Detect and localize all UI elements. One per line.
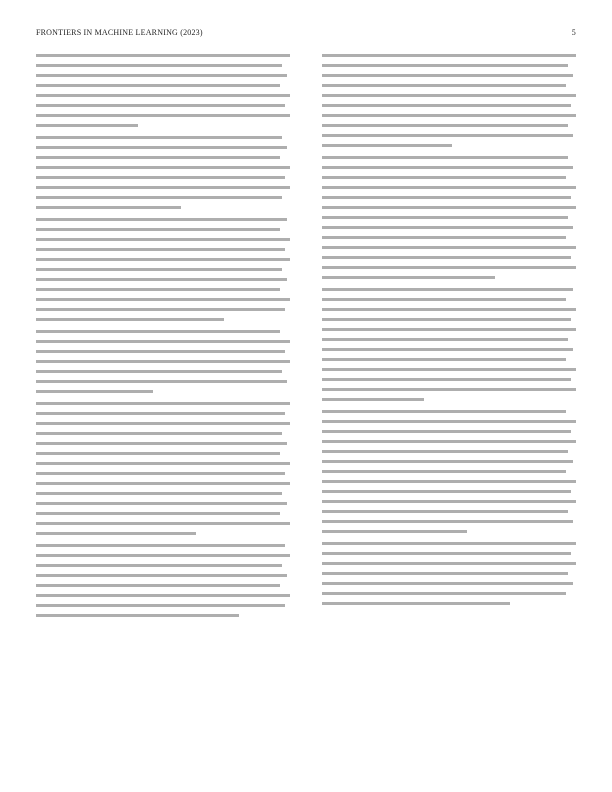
text-line-placeholder <box>36 422 290 425</box>
text-line-placeholder <box>322 552 571 555</box>
text-line-placeholder <box>322 582 573 585</box>
text-line-placeholder <box>36 360 290 363</box>
running-header <box>36 28 576 40</box>
text-line-placeholder <box>322 256 571 259</box>
text-line-placeholder <box>36 380 287 383</box>
text-line-placeholder <box>322 266 576 269</box>
text-line-placeholder <box>322 64 568 67</box>
text-line-placeholder <box>36 402 290 405</box>
text-line-placeholder <box>36 114 290 117</box>
text-line-placeholder <box>322 74 573 77</box>
text-line-placeholder <box>322 288 573 291</box>
text-line-placeholder <box>36 432 282 435</box>
text-line-placeholder <box>36 218 287 221</box>
text-line-placeholder <box>322 500 576 503</box>
text-line-placeholder <box>322 84 566 87</box>
text-line-placeholder <box>36 584 280 587</box>
text-line-placeholder <box>322 156 568 159</box>
text-line-placeholder <box>36 412 285 415</box>
text-line-placeholder <box>322 410 566 413</box>
text-line-placeholder <box>36 462 290 465</box>
body-paragraph <box>322 54 576 147</box>
text-line-placeholder <box>322 338 568 341</box>
text-line-placeholder <box>36 54 290 57</box>
body-column-left <box>36 54 290 774</box>
text-line-placeholder <box>36 298 290 301</box>
text-line-placeholder <box>36 492 282 495</box>
text-line-placeholder <box>36 564 282 567</box>
body-paragraph <box>36 544 290 617</box>
text-line-placeholder <box>36 522 290 525</box>
body-paragraph <box>36 330 290 393</box>
text-line-placeholder <box>322 54 576 57</box>
text-line-placeholder <box>36 288 280 291</box>
text-line-placeholder <box>36 156 280 159</box>
text-line-placeholder <box>322 94 576 97</box>
text-line-placeholder <box>322 398 424 401</box>
text-line-placeholder <box>322 236 566 239</box>
text-line-placeholder <box>36 146 287 149</box>
text-line-placeholder <box>322 276 495 279</box>
text-line-placeholder <box>36 228 280 231</box>
text-line-placeholder <box>36 64 282 67</box>
body-paragraph <box>36 54 290 127</box>
text-line-placeholder <box>36 278 287 281</box>
body-paragraph <box>322 156 576 279</box>
text-line-placeholder <box>36 104 285 107</box>
text-line-placeholder <box>36 512 280 515</box>
text-line-placeholder <box>36 502 287 505</box>
body-paragraph <box>322 542 576 605</box>
text-line-placeholder <box>36 614 239 617</box>
text-line-placeholder <box>322 298 566 301</box>
text-line-placeholder <box>36 258 290 261</box>
text-line-placeholder <box>36 196 282 199</box>
text-line-placeholder <box>322 530 467 533</box>
text-line-placeholder <box>322 368 576 371</box>
text-line-placeholder <box>322 226 573 229</box>
text-line-placeholder <box>322 104 571 107</box>
text-line-placeholder <box>36 544 285 547</box>
text-line-placeholder <box>36 604 285 607</box>
text-line-placeholder <box>36 94 290 97</box>
text-line-placeholder <box>322 358 566 361</box>
journal-title: FRONTIERS IN MACHINE LEARNING (2023) <box>36 28 203 37</box>
text-line-placeholder <box>36 594 290 597</box>
text-line-placeholder <box>322 510 568 513</box>
text-line-placeholder <box>36 472 285 475</box>
text-line-placeholder <box>322 328 576 331</box>
page-number: 5 <box>571 28 576 37</box>
text-line-placeholder <box>36 176 285 179</box>
text-line-placeholder <box>322 176 566 179</box>
text-line-placeholder <box>322 592 566 595</box>
text-line-placeholder <box>36 574 287 577</box>
text-line-placeholder <box>322 378 571 381</box>
text-line-placeholder <box>36 330 280 333</box>
text-line-placeholder <box>322 144 452 147</box>
text-line-placeholder <box>36 318 224 321</box>
body-paragraph <box>36 402 290 535</box>
text-line-placeholder <box>322 308 576 311</box>
body-paragraph <box>36 218 290 321</box>
text-line-placeholder <box>322 114 576 117</box>
text-line-placeholder <box>36 370 282 373</box>
text-line-placeholder <box>322 480 576 483</box>
text-line-placeholder <box>322 420 576 423</box>
text-line-placeholder <box>36 268 282 271</box>
text-line-placeholder <box>322 388 576 391</box>
text-line-placeholder <box>36 166 290 169</box>
text-line-placeholder <box>322 460 573 463</box>
text-line-placeholder <box>36 186 290 189</box>
text-line-placeholder <box>36 206 181 209</box>
text-line-placeholder <box>322 246 576 249</box>
body-paragraph <box>36 136 290 209</box>
body-column-right <box>322 54 576 774</box>
text-line-placeholder <box>36 308 285 311</box>
text-line-placeholder <box>322 562 576 565</box>
body-paragraph <box>322 410 576 533</box>
text-line-placeholder <box>322 542 576 545</box>
text-line-placeholder <box>36 340 290 343</box>
text-line-placeholder <box>36 442 287 445</box>
text-line-placeholder <box>322 196 571 199</box>
text-line-placeholder <box>322 450 568 453</box>
text-line-placeholder <box>36 248 285 251</box>
text-line-placeholder <box>36 532 196 535</box>
text-line-placeholder <box>322 440 576 443</box>
text-line-placeholder <box>322 430 571 433</box>
text-line-placeholder <box>36 350 285 353</box>
text-line-placeholder <box>36 74 287 77</box>
text-line-placeholder <box>322 490 571 493</box>
text-line-placeholder <box>36 390 153 393</box>
text-line-placeholder <box>36 124 138 127</box>
text-line-placeholder <box>322 470 566 473</box>
text-line-placeholder <box>322 216 568 219</box>
text-line-placeholder <box>322 166 573 169</box>
body-paragraph <box>322 288 576 401</box>
text-line-placeholder <box>36 238 290 241</box>
text-line-placeholder <box>36 482 290 485</box>
text-line-placeholder <box>322 318 571 321</box>
text-line-placeholder <box>322 186 576 189</box>
text-line-placeholder <box>36 84 280 87</box>
text-line-placeholder <box>36 452 280 455</box>
text-line-placeholder <box>322 572 568 575</box>
text-line-placeholder <box>322 124 568 127</box>
text-line-placeholder <box>322 348 573 351</box>
text-line-placeholder <box>322 134 573 137</box>
text-line-placeholder <box>322 206 576 209</box>
text-line-placeholder <box>36 136 282 139</box>
text-line-placeholder <box>322 520 573 523</box>
text-line-placeholder <box>36 554 290 557</box>
text-line-placeholder <box>322 602 510 605</box>
